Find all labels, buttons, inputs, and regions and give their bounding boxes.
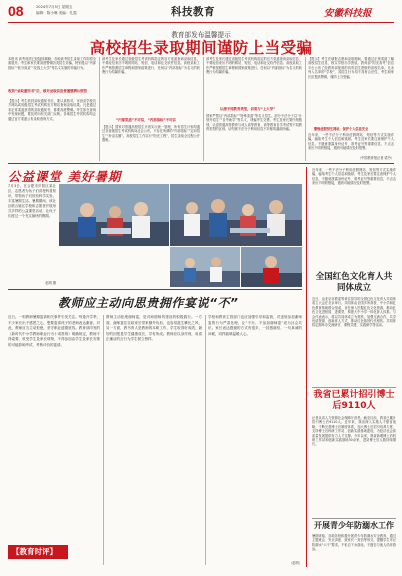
commentary-col2: 教师主动拒绝谢师宴，是对师德师风建设的积极践行。一方面，谢师宴往往给家长带来额外负担，也容易滋生攀比之风；另一方面，教书育人是教师的本职工作，学生取得好成绩，最好的回报是学生健康成长、学有所成。教师应以身作则，用清正廉洁的言行为学生树立榜样。 bbox=[106, 315, 202, 342]
lead-subhead-1: 收到“录取通知书”后，核对录取信息要谨慎辨认假冒 bbox=[8, 89, 88, 93]
photo-teacher-demo bbox=[241, 247, 302, 287]
commentary-divider-1 bbox=[103, 315, 104, 565]
lead-col1-intro: 本报讯 高考成绩已经陆续揭晓，各地高考招生录取工作即将全面展开。考生和家长要高度警惕各类招生诈骗，特别是以“内部指标”“低分高录”“花钱上大学”等名义实施的诈骗行为。 bbox=[8, 57, 96, 70]
lead-bottom-rule bbox=[8, 163, 394, 164]
commentary-col3: 学校和教育主管部门也应加强引导和监督，对违规参加谢师宴的行为严肃处理，让“不办、不参加谢师宴”成为社会共识。家长表达感谢的方式有很多，一封感谢信、一句真诚的问候，同样能够温暖人心。 bbox=[208, 315, 302, 336]
lead-col4-body: 【提示】考生在填报志愿和录取期间，要通过正规渠道了解高校招生信息，核实学校办学资质。教育部“阳光高考”信息平台公布了经教育部批准的具有招生资格的高校名单。凡未列入名单的“学校”，其招生行为均不具有合法性，考生和家长应提高警惕，谨防上当受骗。 bbox=[308, 57, 394, 79]
lead-subhead-2: “内部渠道”不可信，“内部指标”不可信 bbox=[116, 118, 176, 122]
news2-rule bbox=[312, 518, 396, 519]
photo-classroom-science bbox=[59, 184, 169, 246]
photo-credit: 赵明 摄 bbox=[45, 281, 56, 285]
lead-col4-body2: 近年来，一些不法分子利用虚假网站、短信等方式实施诈骗，骗取考生个人信息和钱财。考生及家长要注意保护个人信息，不随意泄露身份证号、准考证号等重要信息，不点击来历不明的链接，遇到可疑情况及时报警。 bbox=[308, 133, 394, 151]
lead-col3-body: 国家严禁以“内部指标”“特殊渠道”等名义招生。部分不法分子以“计划外招生”“自考助学”等名义，诱骗考生交费。考生及家长要仔细甄别，认清普通高等教育与成人高等教育、高等教育自学考试等不同教育类型的区别，切勿被不法分子利用信息不对称的漏洞所骗。 bbox=[206, 114, 302, 132]
section-title: 科技教育 bbox=[171, 6, 215, 18]
commentary-author: （赵明） bbox=[289, 561, 302, 565]
commentary-title: 教师应主动向思贵拥作宴说“不” bbox=[58, 296, 239, 310]
lead-col1-body: 【提示】考生收到录取通知书后，要认真核对，可登录学校官方网站或省级招生考试机构官方网站查询录取结果。凡是通过非正常渠道获得的录取通知书，都要高度警惕。考生如在查询中发现问题，要及时向有关部门反映。各地招生考试机构均会通过官方渠道公布录取查询方式。 bbox=[8, 99, 96, 121]
lead-divider-2 bbox=[203, 57, 204, 161]
news1-body: 近日，由北京市教委等单位指导的全国红色文化育人共同体成立大会在北京举行。共同体由全国多所高校、中小学和红色教育基地联合组成，旨在深入挖掘红色文化资源，推动红色文化进校园、进课堂，构建大中小学一体化育人体系。与会代表表示，将以共同体成立为契机，加强交流合作，共享优质资源，创新育人方式，推动红色基因代代相传。共同体将定期举办交流研讨、课程共建、实践研学等活动。 bbox=[312, 297, 396, 328]
lead-kicker: 教育部发布温馨提示 bbox=[171, 31, 231, 39]
lead-reporter-note: （中国教育报记者 梁丹） bbox=[357, 156, 394, 160]
lead-subhead-3: 认清不同教育类型，切莫与“上大学” bbox=[220, 107, 276, 111]
news1-rule bbox=[312, 387, 396, 388]
news2-title: 我省已累计招引博士后9110人 bbox=[313, 390, 395, 411]
page-number: 08 bbox=[8, 3, 24, 19]
lead-divider-1 bbox=[99, 57, 100, 161]
right-top-continuation: 近年来，一些不法分子利用虚假网站、短信等方式实施诈骗，骗取考生个人信息和钱财。考生及家长要注意保护个人信息，不随意泄露身份证号、准考证号等重要信息，不点击来历不明的链接，遇到可疑情况及时报警。 bbox=[312, 168, 396, 186]
news1-title: 全国红色文化育人共同体成立 bbox=[315, 272, 393, 293]
news2-body: 记者从省人力资源社会保障厅获悉，截至目前，我省已累计招引博士后9110人。近年来，我省深入实施人才强省战略，不断完善博士后制度体系，加大博士后招引培养力度，支持博士后科研工作站、创新实践基地建设，为经济社会高质量发展提供有力人才支撑。今年以来，我省新增博士后科研工作站和创新实践基地30余家，进站博士后人数持续增长。 bbox=[312, 416, 396, 447]
lead-subhead-4: 警惕虚假招生网站，保护个人信息安全 bbox=[314, 127, 369, 131]
news3-title: 开展青少年防溺水工作 bbox=[314, 521, 394, 530]
lead-col3-body-top: 请考生及家长通过省级招生考试机构指定的官方渠道查询录取信息，不要轻信来历不明的网站、短信、电话和社交软件信息。高校录取工作严格按照招生章程和国家政策进行，任何以“内部指标”为名义的收费行为均属诈骗。 bbox=[206, 57, 302, 75]
masthead bbox=[0, 0, 402, 24]
lead-col2-body2: 【提示】国家对普通高校招生计划实行统一管理，所有招生计划均通过各省级招生考试机构向社会公布，不存在所谓的“内部指标”“定向招生”“补录名额”。高校招生工作实行“阳光工程”，招生录取全过程公开透明。 bbox=[102, 125, 200, 143]
news3-body: 暑期来临，各地各校积极开展青少年防溺水安全教育，通过主题班会、安全讲座、致家长一封信等形式，提醒学生牢记防溺水“六不”要求，不私自下水游泳，不擅自与他人结伴游泳。 bbox=[312, 534, 396, 552]
commentary-tag: 【教育时评】 bbox=[8, 545, 68, 559]
photo-caption-title: 公益课堂 美好暑期 bbox=[8, 169, 122, 184]
photo-students-activity bbox=[170, 184, 302, 246]
photo-bottom-rule bbox=[8, 289, 302, 290]
right-column-divider bbox=[306, 167, 307, 567]
photo-children-small bbox=[170, 247, 240, 287]
editor-line: 编辑：陈小琳 美编：孔霞 bbox=[36, 11, 77, 15]
masthead-rule bbox=[8, 22, 394, 23]
lead-headline: 高校招生录取期间谨防上当受骗 bbox=[89, 39, 313, 57]
commentary-divider-2 bbox=[205, 315, 206, 565]
photo-caption-text: 7月3日，在合肥市庐阳区某社区，志愿者为孩子们讲授科普知识，带领孩子们体验科学实验，丰富暑期生活。暑期期间，该社区联合辖区学校和志愿者开展形式多样的公益课堂活动，让孩子们度过一个充实愉快的假期。 bbox=[8, 184, 56, 218]
date-line: 2024年7月5日 星期五 bbox=[36, 5, 73, 9]
paper-name: 安徽科技报 bbox=[324, 8, 372, 19]
commentary-col1: 近日，一则教师暑期宴请相关事件引发关注。每逢升学季，不少家长出于感恩之心，想要宴请孩子的老师表达谢意。对此，教师应当主动拒绝，坚守职业道德底线。教育部印发的《新时代中小学教师职业行为十项准则》明确规定，教师不得索要、收受学生及家长财物，不得参加由学生及家长安排的可能影响考试、考核评价的宴请。 bbox=[8, 315, 100, 347]
lead-divider-3 bbox=[305, 57, 306, 161]
lead-col2-body: 请考生及家长通过省级招生考试机构指定的官方渠道查询录取信息，不要轻信来历不明的网站、短信、电话和社交软件信息。高校录取工作严格按照招生章程和国家政策进行，任何以“内部指标”为名义的收费行为均属诈骗。 bbox=[102, 57, 200, 75]
